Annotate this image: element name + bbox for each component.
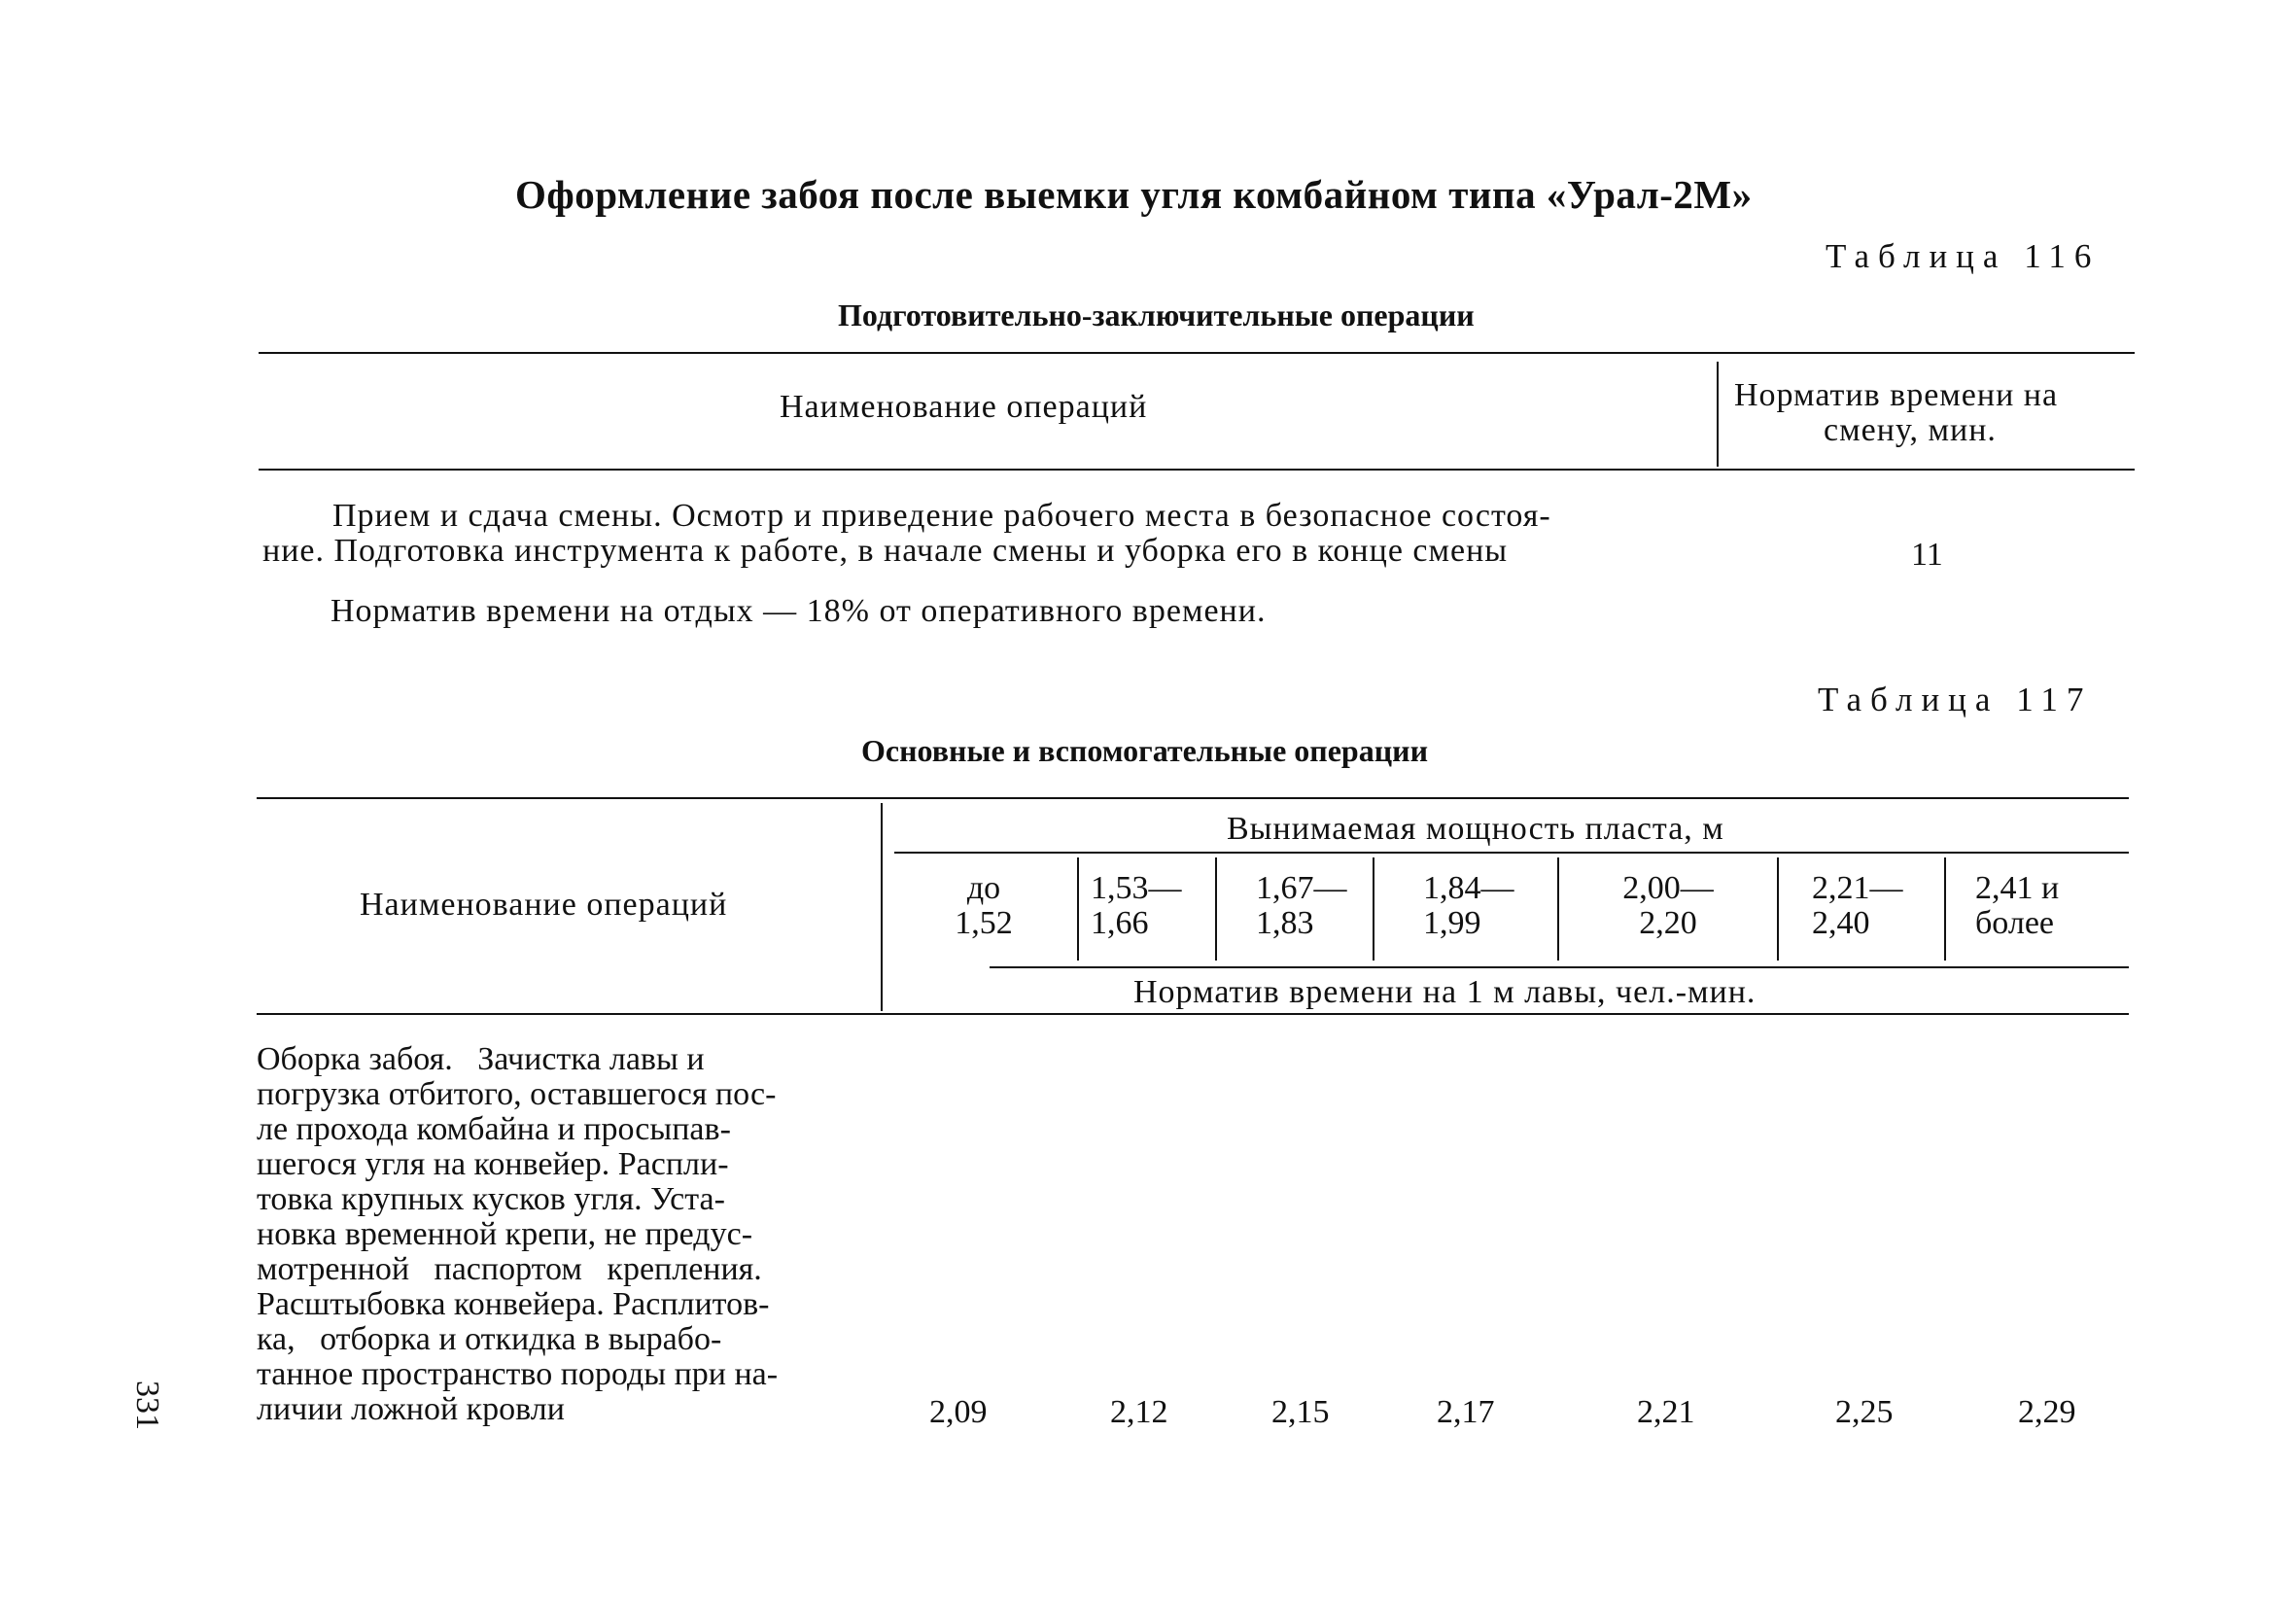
range-header (1783, 871, 1969, 941)
range-header (1221, 871, 1402, 941)
row-text-line: танное пространство породы при на- (257, 1356, 779, 1392)
table-117-name-column-divider (881, 803, 883, 1011)
table-116-number: Таблица 116 (1826, 237, 2101, 275)
value-cell: 2,17 (1437, 1394, 1495, 1430)
table-116-col-name-header: Наименование операций (780, 389, 1148, 425)
table-117-caption: Основные и вспомогательные операции (861, 733, 1429, 768)
range-header-line2: 2,40 (1812, 905, 1870, 941)
value-cell: 2,15 (1271, 1394, 1330, 1430)
range-header-line1: 2,21— (1812, 870, 1903, 906)
table-117-row-text (257, 1042, 778, 1427)
value-cell: 2,21 (1637, 1394, 1695, 1430)
row-text-line: ле прохода комбайна и просыпав- (257, 1111, 731, 1147)
range-header-line1: 1,84— (1423, 870, 1514, 906)
range-header-line1: до (966, 870, 1001, 906)
table-117-header-rule (257, 1013, 2129, 1015)
range-header-line2: 1,66 (1091, 905, 1149, 941)
row-text-line: ка, отборка и откидка в вырабо- (257, 1321, 722, 1357)
table-117-group-header-rule (894, 852, 2129, 854)
table-116-row-text-line2: ние. Подготовка инструмента к работе, в начале смены и уборка его в конце смены (262, 533, 1509, 569)
range-header (1083, 871, 1217, 941)
range-header-line2: 1,83 (1256, 905, 1314, 941)
table-116-caption: Подготовительно-заключительные операции (838, 297, 1475, 332)
value-cell: 2,09 (929, 1394, 988, 1430)
table-116-row-value: 11 (1911, 537, 1943, 573)
row-text-line: новка временной крепи, не предус- (257, 1216, 753, 1252)
rest-time-note: Норматив времени на отдых — 18% от оперативного времени. (330, 593, 1267, 629)
range-header-line2: 1,52 (955, 905, 1013, 941)
range-header (1950, 871, 2150, 941)
row-text-line: шегося угля на конвейер. Распли- (257, 1146, 729, 1182)
table-116-top-rule (259, 352, 2135, 354)
row-text-line: личии ложной кровли (257, 1391, 565, 1427)
range-header-line2: 1,99 (1423, 905, 1481, 941)
table-117-top-rule (257, 797, 2129, 799)
table-117-ranges-rule (990, 966, 2129, 968)
row-text-line: Оборка забоя. Зачистка лавы и (257, 1041, 705, 1077)
table-116-col-norm-header-line2: смену, мин. (1824, 412, 1997, 448)
table-116-header-rule (259, 469, 2135, 471)
document-title: Оформление забоя после выемки угля комбайном типа «Урал-2М» (515, 172, 1753, 217)
range-divider (1777, 857, 1779, 961)
value-cell: 2,12 (1110, 1394, 1168, 1430)
range-header-line1: 1,67— (1256, 870, 1347, 906)
table-117-group-header: Вынимаемая мощность пласта, м (1227, 811, 1724, 847)
table-116-column-divider (1717, 362, 1719, 467)
value-cell: 2,29 (2018, 1394, 2076, 1430)
table-116-row-text-line1: Прием и сдача смены. Осмотр и приведение рабочего места в безопасное состоя- (332, 498, 1551, 534)
range-header (1563, 871, 1773, 941)
range-header-line1: 1,53— (1091, 870, 1182, 906)
range-header (896, 871, 1071, 941)
range-header-line2: 2,20 (1639, 905, 1697, 941)
value-cell: 2,25 (1835, 1394, 1894, 1430)
row-text-line: погрузка отбитого, оставшегося пос- (257, 1076, 777, 1112)
row-text-line: мотренной паспортом крепления. (257, 1251, 762, 1287)
range-header-line2: более (1975, 905, 2054, 941)
range-header-line1: 2,00— (1622, 870, 1714, 906)
range-header-line1: 2,41 и (1975, 870, 2060, 906)
page-number: 331 (129, 1381, 165, 1430)
table-117-col-name-header: Наименование операций (360, 887, 728, 923)
row-text-line: Расштыбовка конвейера. Расплитов- (257, 1286, 770, 1322)
range-divider (1077, 857, 1079, 961)
table-116-col-norm-header-line1: Норматив времени на (1734, 377, 2059, 413)
table-117-number: Таблица 117 (1818, 681, 2093, 718)
table-117-norm-header: Норматив времени на 1 м лавы, чел.-мин. (1133, 974, 1757, 1010)
row-text-line: товка крупных кусков угля. Уста- (257, 1181, 725, 1217)
